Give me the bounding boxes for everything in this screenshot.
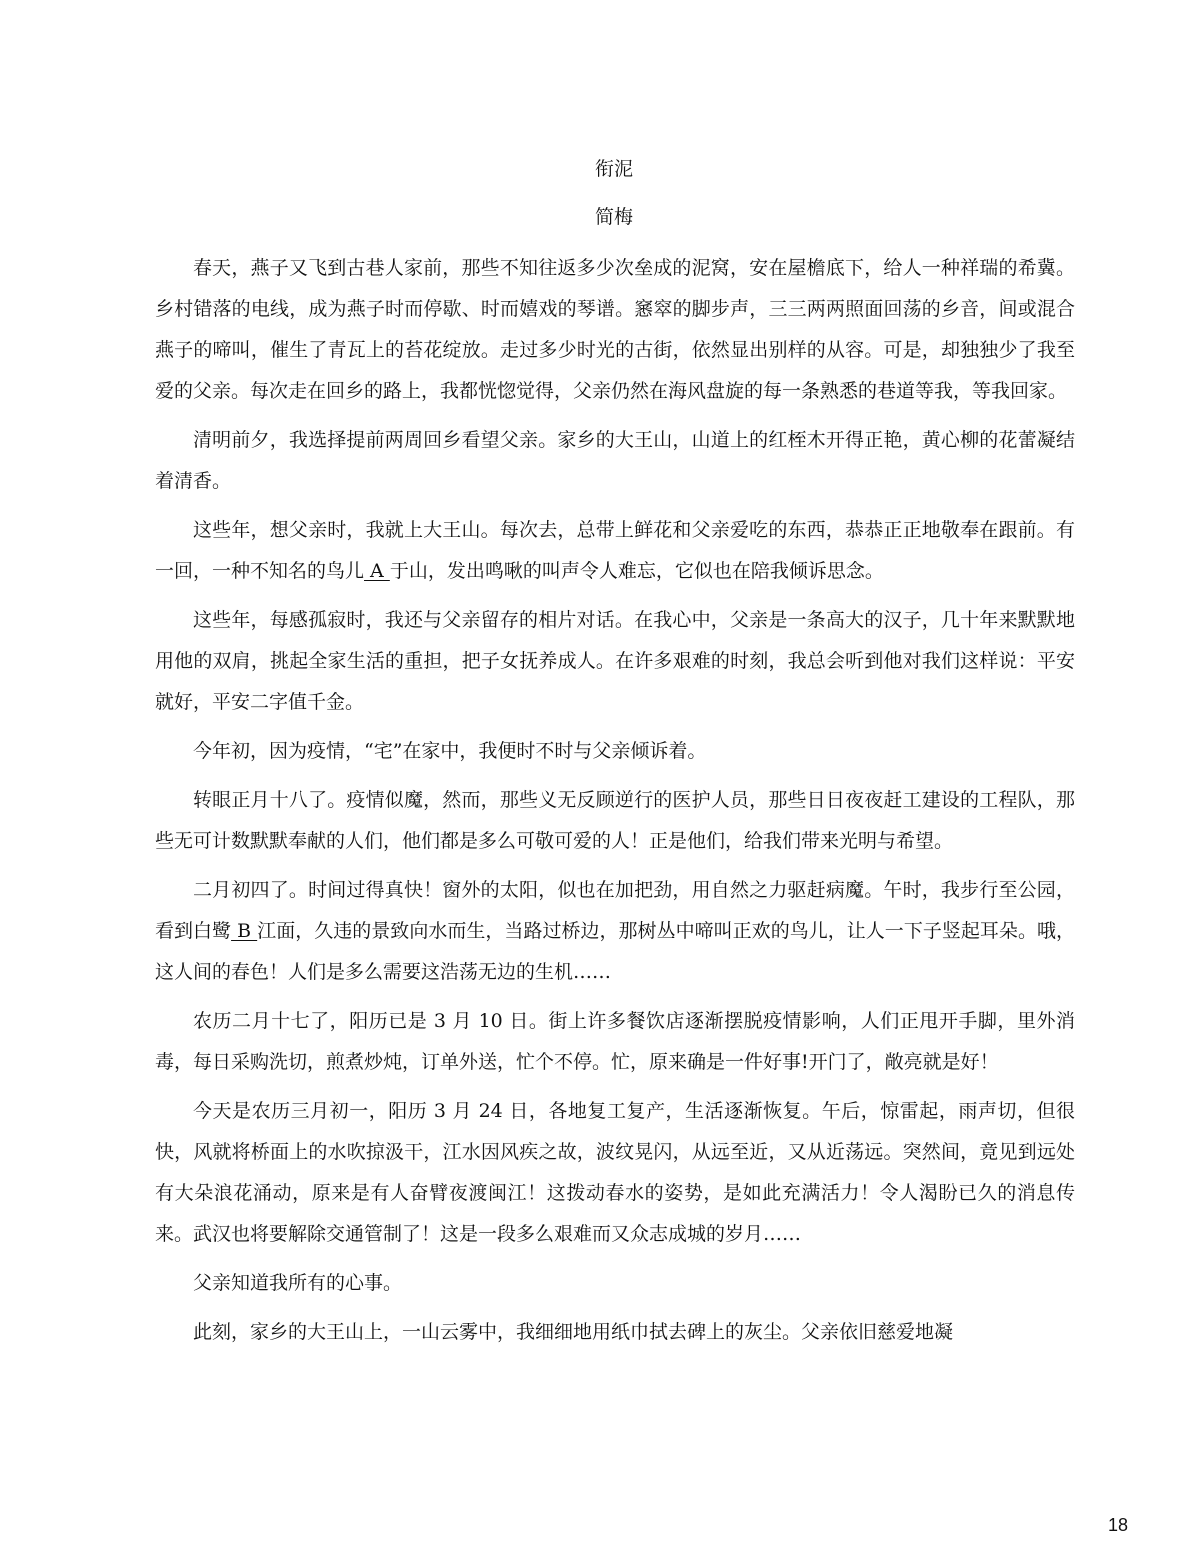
paragraph-2: 清明前夕，我选择提前两周回乡看望父亲。家乡的大王山，山道上的红桎木开得正艳，黄心柳的花蕾凝结着清香。 <box>155 429 1075 492</box>
paragraph-10: 父亲知道我所有的心事。 <box>193 1272 403 1294</box>
paragraph-7-text-before: 二月初四了。时间过得真快！窗外的太阳，似也在加把劲，用自然之力驱赶病魔。午时，我步行至公园，看到白鹭 <box>155 879 1075 942</box>
paragraph-9: 今天是农历三月初一，阳历 3 月 24 日，各地复工复产，生活逐渐恢复。午后，惊雷起，雨声切，但很快，风就将桥面上的水吹掠汲干，江水因风疾之故，波纹晃闪，从远至近，又从近荡远。突然间，竟见到远处有大朵浪花涌动，原来是有人奋臂夜渡闽江！这拨动春水的姿势，是如此充满活力！令人渴盼已久的消息传来。武汉也将要解除交通管制了！这是一段多么艰难而又众志成城的岁月…… <box>155 1100 1075 1245</box>
paragraph-11: 此刻，家乡的大王山上，一山云雾中，我细细地用纸巾拭去碑上的灰尘。父亲依旧慈爱地凝 <box>193 1321 954 1343</box>
article-author: 简梅 <box>594 206 633 228</box>
blank-b: B <box>231 920 258 942</box>
paragraph-8: 农历二月十七了，阳历已是 3 月 10 日。街上许多餐饮店逐渐摆脱疫情影响，人们正甩开手脚，里外消毒，每日采购洗切，煎煮炒炖，订单外送，忙个不停。忙，原来确是一件好事!开门了，敞亮就是好！ <box>155 1010 1075 1073</box>
page-number: 18 <box>1108 1515 1129 1535</box>
article-body <box>155 248 1075 1361</box>
article-title: 衔泥 <box>594 158 633 180</box>
paragraph-6: 转眼正月十八了。疫情似魔，然而，那些义无反顾逆行的医护人员，那些日日夜夜赶工建设的工程队，那些无可计数默默奉献的人们，他们都是多么可敬可爱的人！正是他们，给我们带来光明与希望。 <box>155 789 1075 852</box>
paragraph-7 <box>155 870 1075 993</box>
paragraph-4: 这些年，每感孤寂时，我还与父亲留存的相片对话。在我心中，父亲是一条高大的汉子，几十年来默默地用他的双肩，挑起全家生活的重担，把子女抚养成人。在许多艰难的时刻，我总会听到他对我们这样说：平安就好，平安二字值千金。 <box>155 609 1075 713</box>
paragraph-1: 春天，燕子又飞到古巷人家前，那些不知往返多少次垒成的泥窝，安在屋檐底下，给人一种祥瑞的希冀。乡村错落的电线，成为燕子时而停歇、时而嬉戏的琴谱。窸窣的脚步声，三三两两照面回荡的乡音，间或混合燕子的啼叫，催生了青瓦上的苔花绽放。走过多少时光的古街，依然显出别样的从容。可是，却独独少了我至爱的父亲。每次走在回乡的路上，我都恍惚觉得，父亲仍然在海风盘旋的每一条熟悉的巷道等我，等我回家。 <box>155 257 1075 402</box>
paragraph-3 <box>155 510 1075 592</box>
paragraph-3-text-before: 这些年，想父亲时，我就上大王山。每次去，总带上鲜花和父亲爱吃的东西，恭恭正正地敬奉在跟前。有一回，一种不知名的鸟儿 <box>155 519 1075 582</box>
paragraph-3-text-after: 于山，发出鸣啾的叫声令人难忘，它似也在陪我倾诉思念。 <box>389 560 884 582</box>
paragraph-7-text-after: 江面，久违的景致向水而生，当路过桥边，那树丛中啼叫正欢的鸟儿，让人一下子竖起耳朵。哦，这人间的春色！人们是多么需要这浩荡无边的生机…… <box>155 920 1075 983</box>
blank-a: A <box>364 560 390 582</box>
paragraph-5: 今年初，因为疫情，“宅”在家中，我便时不时与父亲倾诉着。 <box>193 740 707 762</box>
